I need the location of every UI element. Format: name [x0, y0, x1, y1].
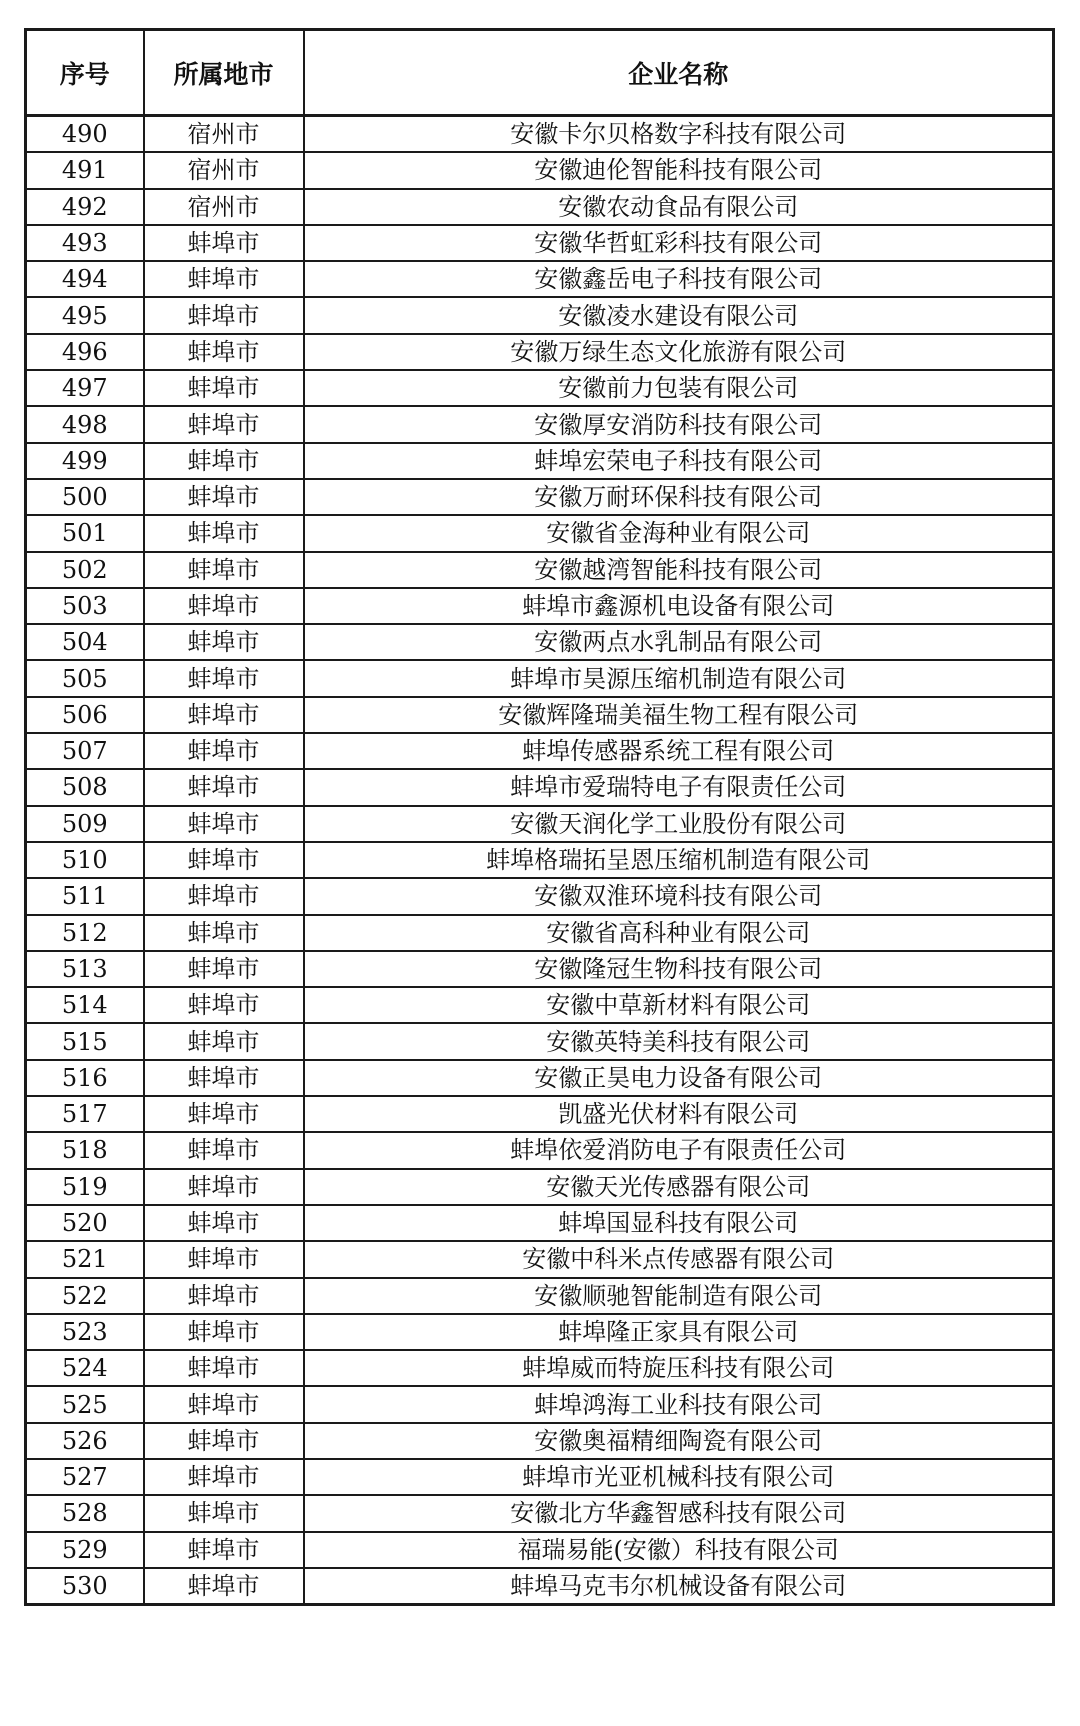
cell-city: 蚌埠市	[144, 479, 304, 515]
cell-serial-number: 506	[26, 697, 144, 733]
cell-serial-number: 525	[26, 1386, 144, 1422]
cell-city: 蚌埠市	[144, 697, 304, 733]
table-row	[26, 1532, 1054, 1568]
cell-city: 蚌埠市	[144, 334, 304, 370]
cell-serial-number: 515	[26, 1023, 144, 1059]
cell-city: 蚌埠市	[144, 1023, 304, 1059]
table-row	[26, 1096, 1054, 1132]
table-row	[26, 189, 1054, 225]
cell-enterprise-name: 蚌埠宏荣电子科技有限公司	[304, 443, 1054, 479]
table-row	[26, 1278, 1054, 1314]
cell-city: 蚌埠市	[144, 1132, 304, 1168]
table-row	[26, 1169, 1054, 1205]
cell-enterprise-name: 安徽万绿生态文化旅游有限公司	[304, 334, 1054, 370]
table-row	[26, 1568, 1054, 1605]
cell-serial-number: 497	[26, 370, 144, 406]
cell-enterprise-name: 安徽天润化学工业股份有限公司	[304, 806, 1054, 842]
cell-serial-number: 526	[26, 1423, 144, 1459]
table-row	[26, 479, 1054, 515]
cell-serial-number: 512	[26, 915, 144, 951]
cell-enterprise-name: 蚌埠市昊源压缩机制造有限公司	[304, 660, 1054, 696]
table-row	[26, 842, 1054, 878]
cell-enterprise-name: 安徽省金海种业有限公司	[304, 515, 1054, 551]
cell-serial-number: 499	[26, 443, 144, 479]
cell-enterprise-name: 蚌埠威而特旋压科技有限公司	[304, 1350, 1054, 1386]
cell-enterprise-name: 福瑞易能(安徽）科技有限公司	[304, 1532, 1054, 1568]
table-row	[26, 915, 1054, 951]
table-row	[26, 552, 1054, 588]
cell-enterprise-name: 安徽中科米点传感器有限公司	[304, 1241, 1054, 1277]
table-row	[26, 1132, 1054, 1168]
cell-city: 蚌埠市	[144, 1314, 304, 1350]
cell-enterprise-name: 安徽北方华鑫智感科技有限公司	[304, 1495, 1054, 1531]
cell-serial-number: 505	[26, 660, 144, 696]
cell-city: 蚌埠市	[144, 406, 304, 442]
cell-serial-number: 491	[26, 152, 144, 188]
cell-enterprise-name: 安徽万耐环保科技有限公司	[304, 479, 1054, 515]
cell-serial-number: 509	[26, 806, 144, 842]
table-row	[26, 878, 1054, 914]
cell-serial-number: 530	[26, 1568, 144, 1605]
cell-enterprise-name: 蚌埠隆正家具有限公司	[304, 1314, 1054, 1350]
cell-enterprise-name: 安徽正昊电力设备有限公司	[304, 1060, 1054, 1096]
table-row	[26, 1241, 1054, 1277]
cell-serial-number: 510	[26, 842, 144, 878]
cell-serial-number: 522	[26, 1278, 144, 1314]
cell-serial-number: 494	[26, 261, 144, 297]
cell-serial-number: 504	[26, 624, 144, 660]
cell-city: 蚌埠市	[144, 1495, 304, 1531]
cell-enterprise-name: 安徽省高科种业有限公司	[304, 915, 1054, 951]
table-row	[26, 334, 1054, 370]
cell-city: 蚌埠市	[144, 1568, 304, 1605]
table-row	[26, 951, 1054, 987]
cell-enterprise-name: 安徽辉隆瑞美福生物工程有限公司	[304, 697, 1054, 733]
table-row	[26, 733, 1054, 769]
cell-enterprise-name: 蚌埠市鑫源机电设备有限公司	[304, 588, 1054, 624]
cell-enterprise-name: 安徽两点水乳制品有限公司	[304, 624, 1054, 660]
table-row	[26, 697, 1054, 733]
cell-serial-number: 502	[26, 552, 144, 588]
cell-enterprise-name: 安徽隆冠生物科技有限公司	[304, 951, 1054, 987]
cell-enterprise-name: 凯盛光伏材料有限公司	[304, 1096, 1054, 1132]
table-row	[26, 660, 1054, 696]
table-row	[26, 588, 1054, 624]
cell-serial-number: 514	[26, 987, 144, 1023]
table-header	[26, 30, 1054, 116]
cell-city: 蚌埠市	[144, 951, 304, 987]
table-row	[26, 443, 1054, 479]
cell-city: 蚌埠市	[144, 515, 304, 551]
cell-city: 蚌埠市	[144, 1060, 304, 1096]
cell-city: 蚌埠市	[144, 370, 304, 406]
cell-city: 蚌埠市	[144, 443, 304, 479]
cell-city: 蚌埠市	[144, 878, 304, 914]
cell-enterprise-name: 安徽顺驰智能制造有限公司	[304, 1278, 1054, 1314]
cell-enterprise-name: 安徽厚安消防科技有限公司	[304, 406, 1054, 442]
cell-serial-number: 523	[26, 1314, 144, 1350]
cell-serial-number: 516	[26, 1060, 144, 1096]
cell-serial-number: 519	[26, 1169, 144, 1205]
header-row	[26, 30, 1054, 116]
table-row	[26, 1314, 1054, 1350]
cell-city: 蚌埠市	[144, 1459, 304, 1495]
cell-city: 蚌埠市	[144, 261, 304, 297]
cell-serial-number: 493	[26, 225, 144, 261]
table-body	[26, 116, 1054, 1605]
table-row	[26, 1495, 1054, 1531]
table-row	[26, 1060, 1054, 1096]
table-row	[26, 1023, 1054, 1059]
cell-city: 蚌埠市	[144, 842, 304, 878]
table-row	[26, 1386, 1054, 1422]
cell-serial-number: 492	[26, 189, 144, 225]
cell-city: 蚌埠市	[144, 987, 304, 1023]
table-row	[26, 261, 1054, 297]
cell-enterprise-name: 安徽天光传感器有限公司	[304, 1169, 1054, 1205]
cell-enterprise-name: 安徽卡尔贝格数字科技有限公司	[304, 116, 1054, 153]
cell-serial-number: 495	[26, 297, 144, 333]
cell-serial-number: 529	[26, 1532, 144, 1568]
cell-city: 宿州市	[144, 116, 304, 153]
cell-city: 蚌埠市	[144, 806, 304, 842]
cell-enterprise-name: 安徽鑫岳电子科技有限公司	[304, 261, 1054, 297]
cell-city: 蚌埠市	[144, 1423, 304, 1459]
cell-serial-number: 496	[26, 334, 144, 370]
cell-enterprise-name: 安徽前力包装有限公司	[304, 370, 1054, 406]
cell-serial-number: 527	[26, 1459, 144, 1495]
cell-enterprise-name: 安徽中草新材料有限公司	[304, 987, 1054, 1023]
table-row	[26, 806, 1054, 842]
cell-city: 宿州市	[144, 189, 304, 225]
cell-serial-number: 500	[26, 479, 144, 515]
cell-city: 蚌埠市	[144, 225, 304, 261]
cell-city: 蚌埠市	[144, 769, 304, 805]
cell-serial-number: 521	[26, 1241, 144, 1277]
cell-city: 蚌埠市	[144, 588, 304, 624]
cell-enterprise-name: 安徽迪伦智能科技有限公司	[304, 152, 1054, 188]
cell-enterprise-name: 蚌埠市爱瑞特电子有限责任公司	[304, 769, 1054, 805]
cell-serial-number: 511	[26, 878, 144, 914]
table-row	[26, 370, 1054, 406]
header-serial-number: 序号	[26, 30, 144, 116]
table-row	[26, 116, 1054, 153]
cell-enterprise-name: 安徽农动食品有限公司	[304, 189, 1054, 225]
cell-enterprise-name: 安徽双淮环境科技有限公司	[304, 878, 1054, 914]
table-row	[26, 987, 1054, 1023]
cell-serial-number: 518	[26, 1132, 144, 1168]
cell-serial-number: 513	[26, 951, 144, 987]
cell-serial-number: 520	[26, 1205, 144, 1241]
table-row	[26, 1459, 1054, 1495]
table-row	[26, 624, 1054, 660]
cell-enterprise-name: 安徽凌水建设有限公司	[304, 297, 1054, 333]
cell-city: 蚌埠市	[144, 733, 304, 769]
table-row	[26, 406, 1054, 442]
cell-serial-number: 528	[26, 1495, 144, 1531]
table-row	[26, 225, 1054, 261]
cell-city: 蚌埠市	[144, 1386, 304, 1422]
table-row	[26, 769, 1054, 805]
cell-enterprise-name: 安徽华哲虹彩科技有限公司	[304, 225, 1054, 261]
cell-serial-number: 508	[26, 769, 144, 805]
cell-enterprise-name: 蚌埠依爱消防电子有限责任公司	[304, 1132, 1054, 1168]
cell-city: 蚌埠市	[144, 297, 304, 333]
cell-enterprise-name: 蚌埠鸿海工业科技有限公司	[304, 1386, 1054, 1422]
cell-serial-number: 507	[26, 733, 144, 769]
cell-city: 蚌埠市	[144, 1205, 304, 1241]
cell-enterprise-name: 蚌埠格瑞拓呈恩压缩机制造有限公司	[304, 842, 1054, 878]
header-city: 所属地市	[144, 30, 304, 116]
table-row	[26, 1205, 1054, 1241]
enterprise-list-table	[24, 28, 1055, 1606]
cell-serial-number: 490	[26, 116, 144, 153]
cell-city: 蚌埠市	[144, 1169, 304, 1205]
cell-city: 蚌埠市	[144, 1532, 304, 1568]
cell-serial-number: 503	[26, 588, 144, 624]
cell-city: 蚌埠市	[144, 1350, 304, 1386]
table-row	[26, 515, 1054, 551]
cell-city: 蚌埠市	[144, 915, 304, 951]
cell-city: 蚌埠市	[144, 1241, 304, 1277]
cell-enterprise-name: 蚌埠传感器系统工程有限公司	[304, 733, 1054, 769]
cell-city: 蚌埠市	[144, 1278, 304, 1314]
table-row	[26, 1350, 1054, 1386]
cell-enterprise-name: 安徽越湾智能科技有限公司	[304, 552, 1054, 588]
cell-serial-number: 517	[26, 1096, 144, 1132]
cell-city: 宿州市	[144, 152, 304, 188]
cell-city: 蚌埠市	[144, 660, 304, 696]
table-row	[26, 1423, 1054, 1459]
cell-city: 蚌埠市	[144, 552, 304, 588]
cell-city: 蚌埠市	[144, 624, 304, 660]
cell-serial-number: 498	[26, 406, 144, 442]
cell-enterprise-name: 蚌埠市光亚机械科技有限公司	[304, 1459, 1054, 1495]
cell-serial-number: 524	[26, 1350, 144, 1386]
table-row	[26, 297, 1054, 333]
cell-enterprise-name: 安徽英特美科技有限公司	[304, 1023, 1054, 1059]
cell-serial-number: 501	[26, 515, 144, 551]
header-enterprise-name: 企业名称	[304, 30, 1054, 116]
cell-enterprise-name: 蚌埠国显科技有限公司	[304, 1205, 1054, 1241]
cell-enterprise-name: 蚌埠马克韦尔机械设备有限公司	[304, 1568, 1054, 1605]
table-row	[26, 152, 1054, 188]
cell-city: 蚌埠市	[144, 1096, 304, 1132]
cell-enterprise-name: 安徽奥福精细陶瓷有限公司	[304, 1423, 1054, 1459]
